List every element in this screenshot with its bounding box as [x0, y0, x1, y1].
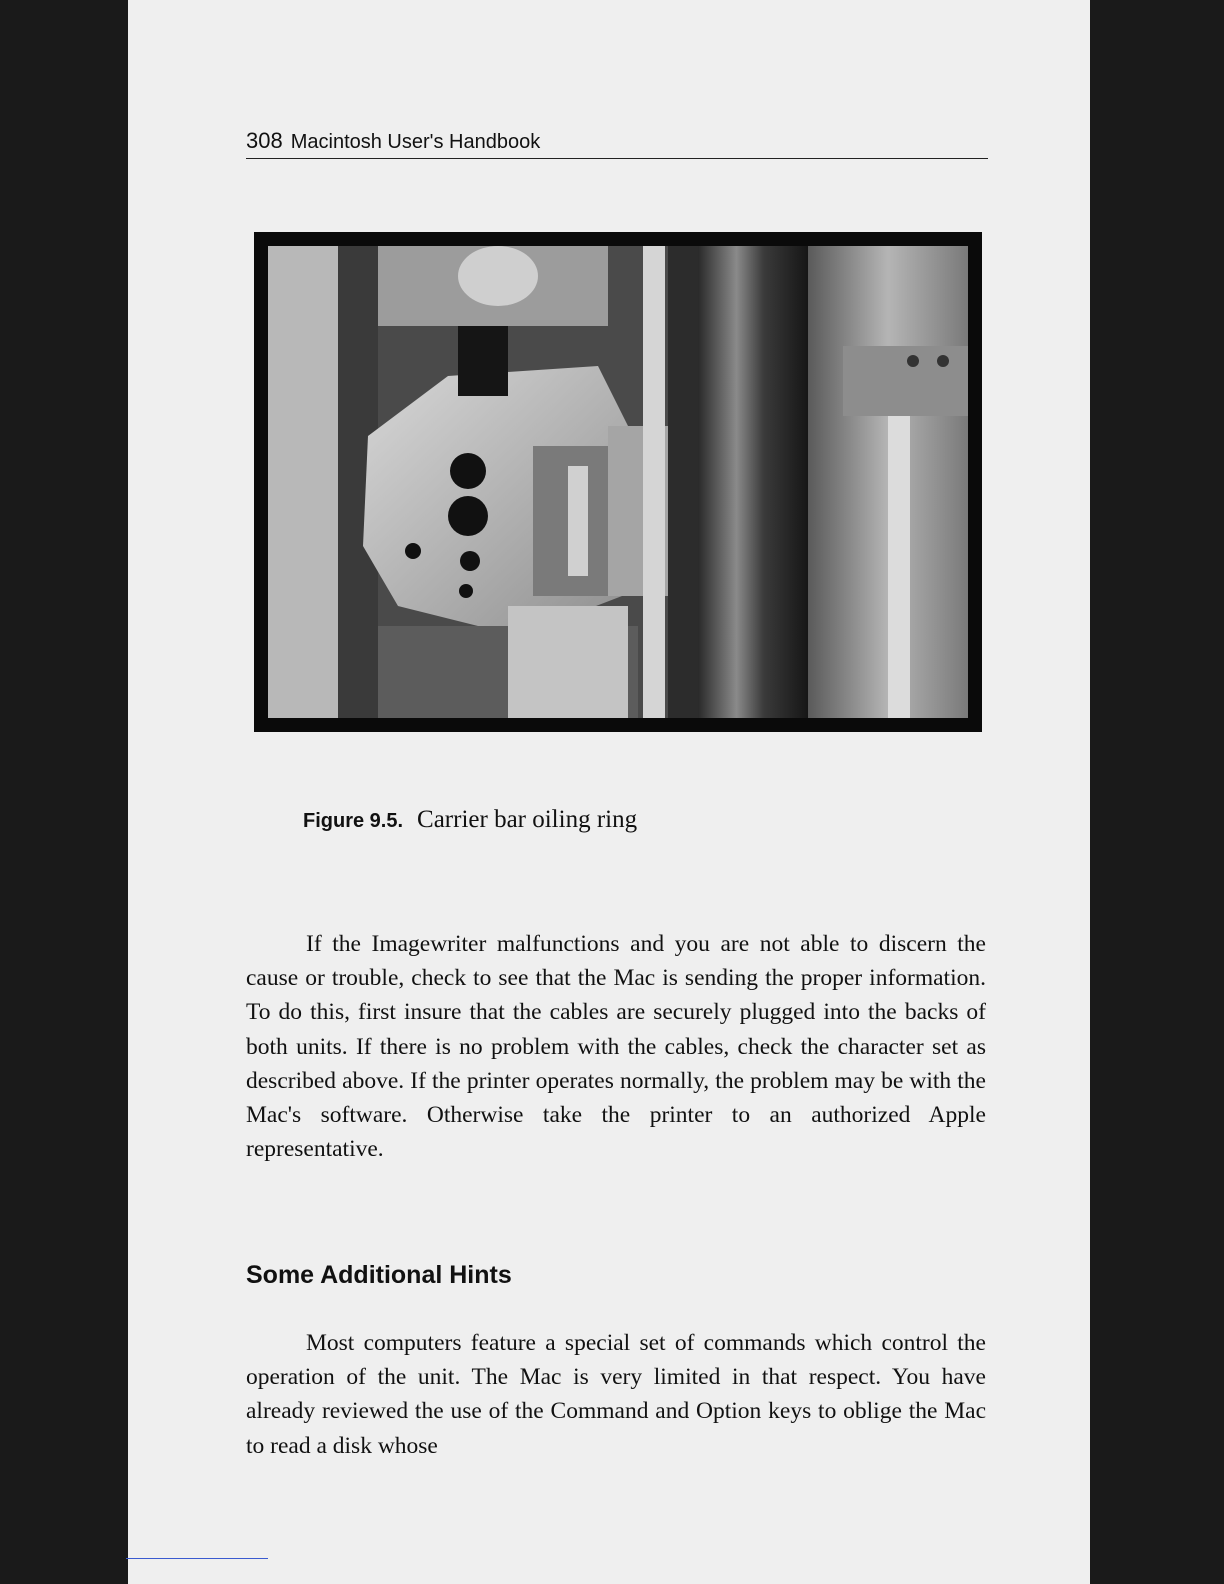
body-paragraph-2: Most computers feature a special set of commands which control the operation of the unit. The Mac is very limited in that respect. You have already reviewed the use of the Command and Option keys to oblige the Mac to read a disk whose: [246, 1330, 986, 1459]
bracket-screw-1: [907, 355, 919, 367]
tension-bracket: [843, 346, 968, 416]
plate-hole-3: [460, 551, 480, 571]
figure-photo-frame: [254, 232, 982, 732]
carrier-rod-2: [668, 246, 698, 718]
figure-caption-text: Carrier bar oiling ring: [417, 806, 638, 833]
section-heading: Some Additional Hints: [246, 1261, 512, 1289]
figure-label: Figure 9.5.: [303, 810, 404, 832]
carrier-clip: [458, 326, 508, 396]
page-number: 308: [246, 128, 283, 153]
top-gear: [458, 246, 538, 306]
scan-edge-line: [126, 1558, 268, 1559]
running-header: [246, 128, 988, 159]
left-panel: [268, 246, 338, 718]
bracket-screw-2: [937, 355, 949, 367]
print-pins: [568, 466, 588, 576]
plate-hole-5: [459, 584, 473, 598]
carrier-rod-1: [643, 246, 665, 718]
platen-roller: [698, 246, 808, 718]
paper-bail-bar: [888, 416, 910, 718]
body-paragraph-1: If the Imagewriter malfunctions and you are not able to discern the cause or trouble, check to see that the Mac is sending the proper information. To do this, first insure that the cables are securely plugged into the backs of both units. If there is no problem with the cables, check the character set as described above. If the printer operates normally, the problem may be with the Mac's software. Otherwise take the printer to an authorized Apple representative.: [246, 931, 986, 1163]
plate-hole-2: [448, 496, 488, 536]
printer-carrier-photo: [268, 246, 968, 718]
scan-left-margin: [0, 0, 128, 1584]
lower-ribbon: [508, 606, 628, 718]
plate-hole-4: [405, 543, 421, 559]
scan-right-margin: [1090, 0, 1224, 1584]
figure-caption: [303, 806, 637, 834]
book-title: Macintosh User's Handbook: [290, 131, 541, 153]
plate-hole-1: [450, 453, 486, 489]
